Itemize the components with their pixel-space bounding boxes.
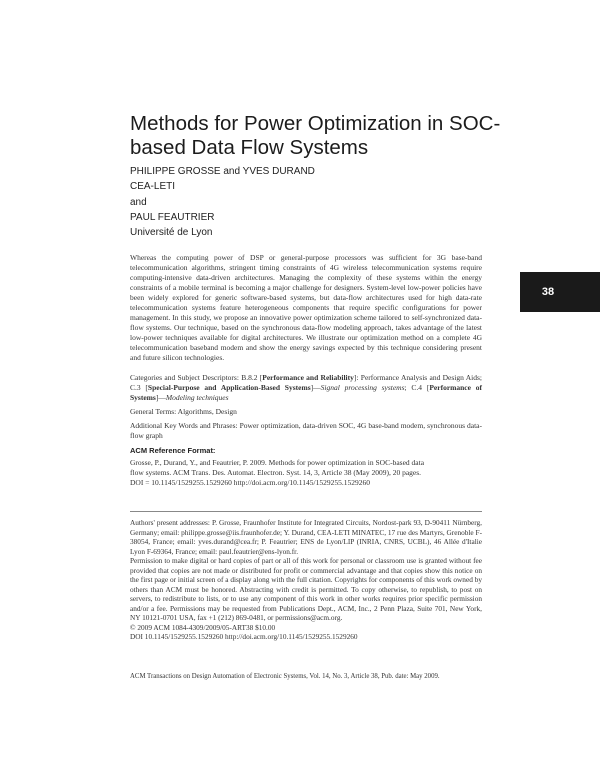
subject-descriptors: Categories and Subject Descriptors: B.8.2 [Performance and Reliability]: Performance Analysis and Design Aids; C.3 [Special-Purpose and Application-Based Systems]—Signal processing systems; C.4 [Performance of Systems]—Modeling techniques [130,373,483,402]
general-terms: General Terms: Algorithms, Design [130,407,237,416]
article-number-tab [520,272,600,312]
reference-doi: DOI = 10.1145/1529255.1529260 http://doi.acm.org/10.1145/1529255.1529260 [130,478,370,487]
reference-format-heading: ACM Reference Format: [130,446,216,455]
article-number: 38 [541,286,555,298]
reference-line: Grosse, P., Durand, Y., and Feautrier, P. 2009. Methods for power optimization in SOC-based data [130,458,425,467]
copyright-line: © 2009 ACM 1084-4309/2009/05-ART38 $10.00 [130,622,276,632]
keywords: Additional Key Words and Phrases: Power optimization, data-driven SOC, 4G base-band modem, synchronous data-flow graph [130,421,482,440]
author-conjunction: and [130,196,147,208]
abstract: Whereas the computing power of DSP or general-purpose processors was sufficient for 3G base-band telecommunication algorithms, stringent timing constraints of 4G wireless telecommunication systems require computing-intensive data-driven architectures. Managing the complexity of these systems within the energy constraints of a mobile terminal is becoming a major challenge for designers. System-level low-power policies have been widely explored for generic software-based systems, but data-flow architectures used for high data-rate telecommunication systems feature heterogeneous components that require specific configurations for power management. In this study, we propose an innovative power optimization scheme tailored to self-synchronized data-flow systems. Our technique, based on the synchronous data-flow modeling approach, takes advantage of the latest low-power techniques available for digital architectures. We illustrate our optimization method on a complete 4G telecommunication baseband modem and show the energy savings expected by this technique considering present and future silicon technologies. [130,253,482,362]
article-title: Methods for Power Optimization in SOC-based Data Flow Systems [130,112,501,159]
permission-notice: Permission to make digital or hard copies of part or all of this work for personal or classroom use is granted without fee provided that copies are not made or distributed for profit or commercial advantage and that copies show this notice on the first page or initial screen of a display along with the full citation. Copyrights for components of this work owned by others than ACM must be honored. Abstracting with credit is permitted. To copy otherwise, to republish, to post on servers, to redistribute to lists, or to use any component of this work in other works requires prior specific permission and/or a fee. Permissions may be requested from Publications Dept., ACM, Inc., 2 Penn Plaza, Suite 701, New York, NY 10121-0701 USA, fax +1 (212) 869-0481, or permissions@acm.org. [130,556,482,622]
author-affiliation-1: CEA-LETI [130,181,176,193]
footnote [130,518,482,642]
author-block [130,164,490,240]
reference-line: flow systems. ACM Trans. Des. Automat. Electron. Syst. 14, 3, Article 38 (May 2009), 20 pages. [130,468,422,477]
doi-line: DOI 10.1145/1529255.1529260 http://doi.acm.org/10.1145/1529255.1529260 [130,632,358,641]
author-names-2: PAUL FEAUTRIER [130,211,215,223]
author-addresses: Authors' present addresses: P. Grosse, Fraunhofer Institute for Integrated Circuits, Nordost-park 93, D-90411 Nürnberg, Germany; email: philippe.grosse@iis.fraunhofer.de; Y. Durand, CEA-LETI MINATEC, 17 rue des Martyrs, Grenoble F-38054, France; email: yves.durand@cea.fr; P. Feautrier; ENS de Lyon/LIP (INRIA, CNRS, UCBL), 46 Allée d'Italie Lyon F-69364, France; email: paul.feautrier@ens-lyon.fr. [130,518,482,556]
reference-format [130,458,482,488]
journal-footer: ACM Transactions on Design Automation of Electronic Systems, Vol. 14, No. 3, Article 38, Pub. date: May 2009. [130,673,440,680]
author-names-1: PHILIPPE GROSSE and YVES DURAND [130,166,315,177]
author-affiliation-2: Université de Lyon [130,227,213,239]
footnote-divider [130,511,482,512]
